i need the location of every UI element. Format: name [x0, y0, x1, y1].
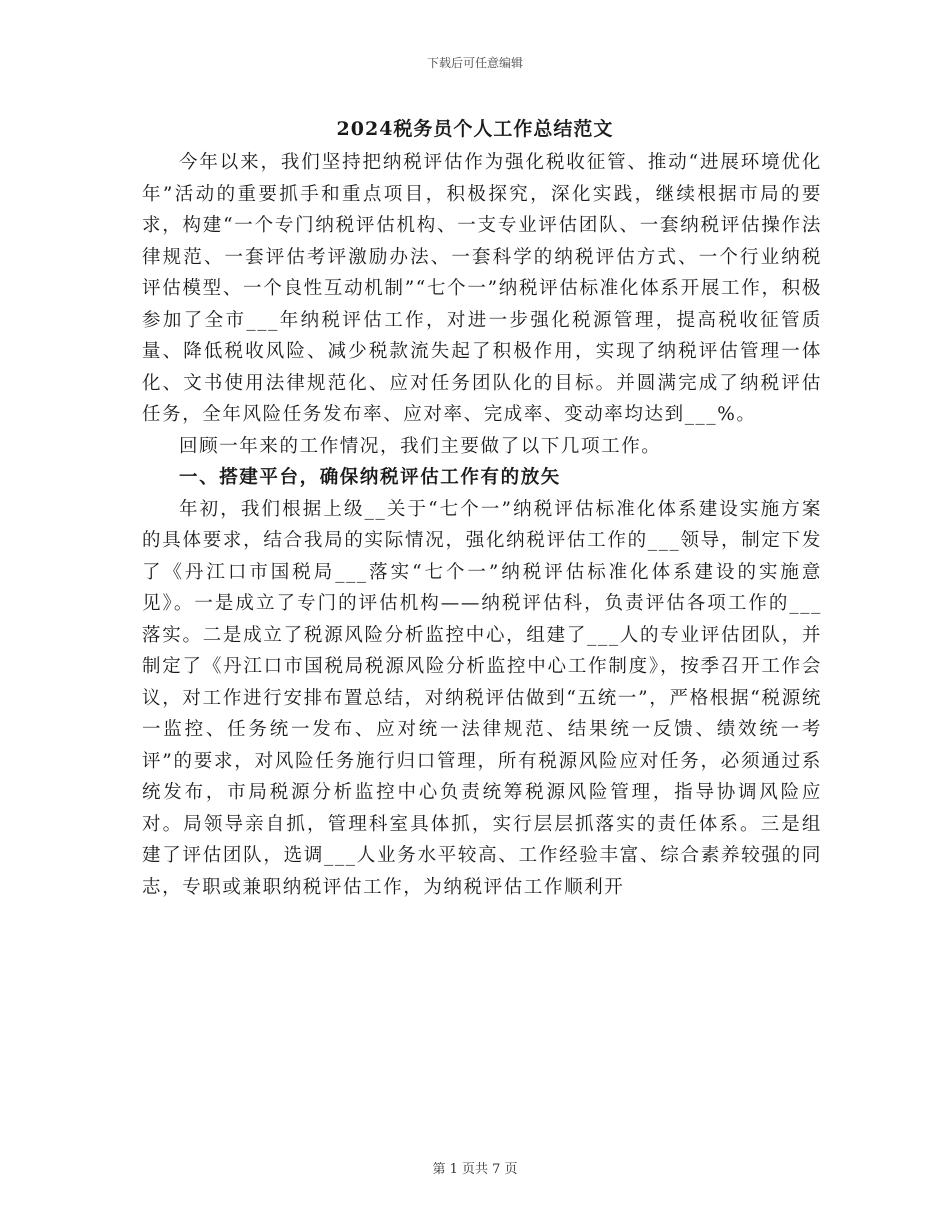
paragraph-intro: 今年以来，我们坚持把纳税评估作为强化税收征管、推动“进展环境优化年”活动的重要抓手和重点项目，积极探究，深化实践，继续根据市局的要求，构建“一个专门纳税评估机构、一支专业评估团队、一套纳税评估操作法律规范、一套评估考评激励办法、一套科学的纳税评估方式、一个行业纳税评估模型、一个良性互动机制”“七个一”纳税评估标准化体系开展工作，积极参加了全市___年纳税评估工作，对进一步强化税源管理，提高税收征管质量、降低税收风险、减少税款流失起了积极作用，实现了纳税评估管理一体化、文书使用法律规范化、应对任务团队化的目标。并圆满完成了纳税评估任务，全年风险任务发布率、应对率、完成率、变动率均达到___%。: [142, 152, 822, 425]
header-note: 下载后可任意编辑: [426, 56, 523, 70]
paragraph-review: 回顾一年来的工作情况，我们主要做了以下几项工作。: [179, 435, 662, 457]
page-number: 第 1 页共 7 页: [432, 1162, 518, 1177]
paragraph-section-one: 年初，我们根据上级__关于“七个一”纳税评估标准化体系建设实施方案的具体要求，结合我局的实际情况，强化纳税评估工作的___领导，制定下发了《丹江口市国税局___落实“七个一”纳税评估标准化体系建设的实施意见》。一是成立了专门的评估机构——纳税评估科，负责评估各项工作的___落实。二是成立了税源风险分析监控中心，组建了___人的专业评估团队，并制定了《丹江口市国税局税源风险分析监控中心工作制度》，按季召开工作会议，对工作进行安排布置总结，对纳税评估做到“五统一”，严格根据“税源统一监控、任务统一发布、应对统一法律规范、结果统一反馈、绩效统一考评”的要求，对风险任务施行归口管理，所有税源风险应对任务，必须通过系统发布，市局税源分析监控中心负责统筹税源风险管理，指导协调风险应对。局领导亲自抓，管理科室具体抓，实行层层抓落实的责任体系。三是组建了评估团队，选调___人业务水平较高、工作经验丰富、综合素养较强的同志，专职或兼职纳税评估工作，为纳税评估工作顺利开: [142, 498, 822, 898]
section-heading: 一、搭建平台，确保纳税评估工作有的放矢: [179, 467, 561, 488]
document-title: 2024税务员个人工作总结范文: [336, 118, 614, 140]
document-body: [142, 147, 822, 903]
